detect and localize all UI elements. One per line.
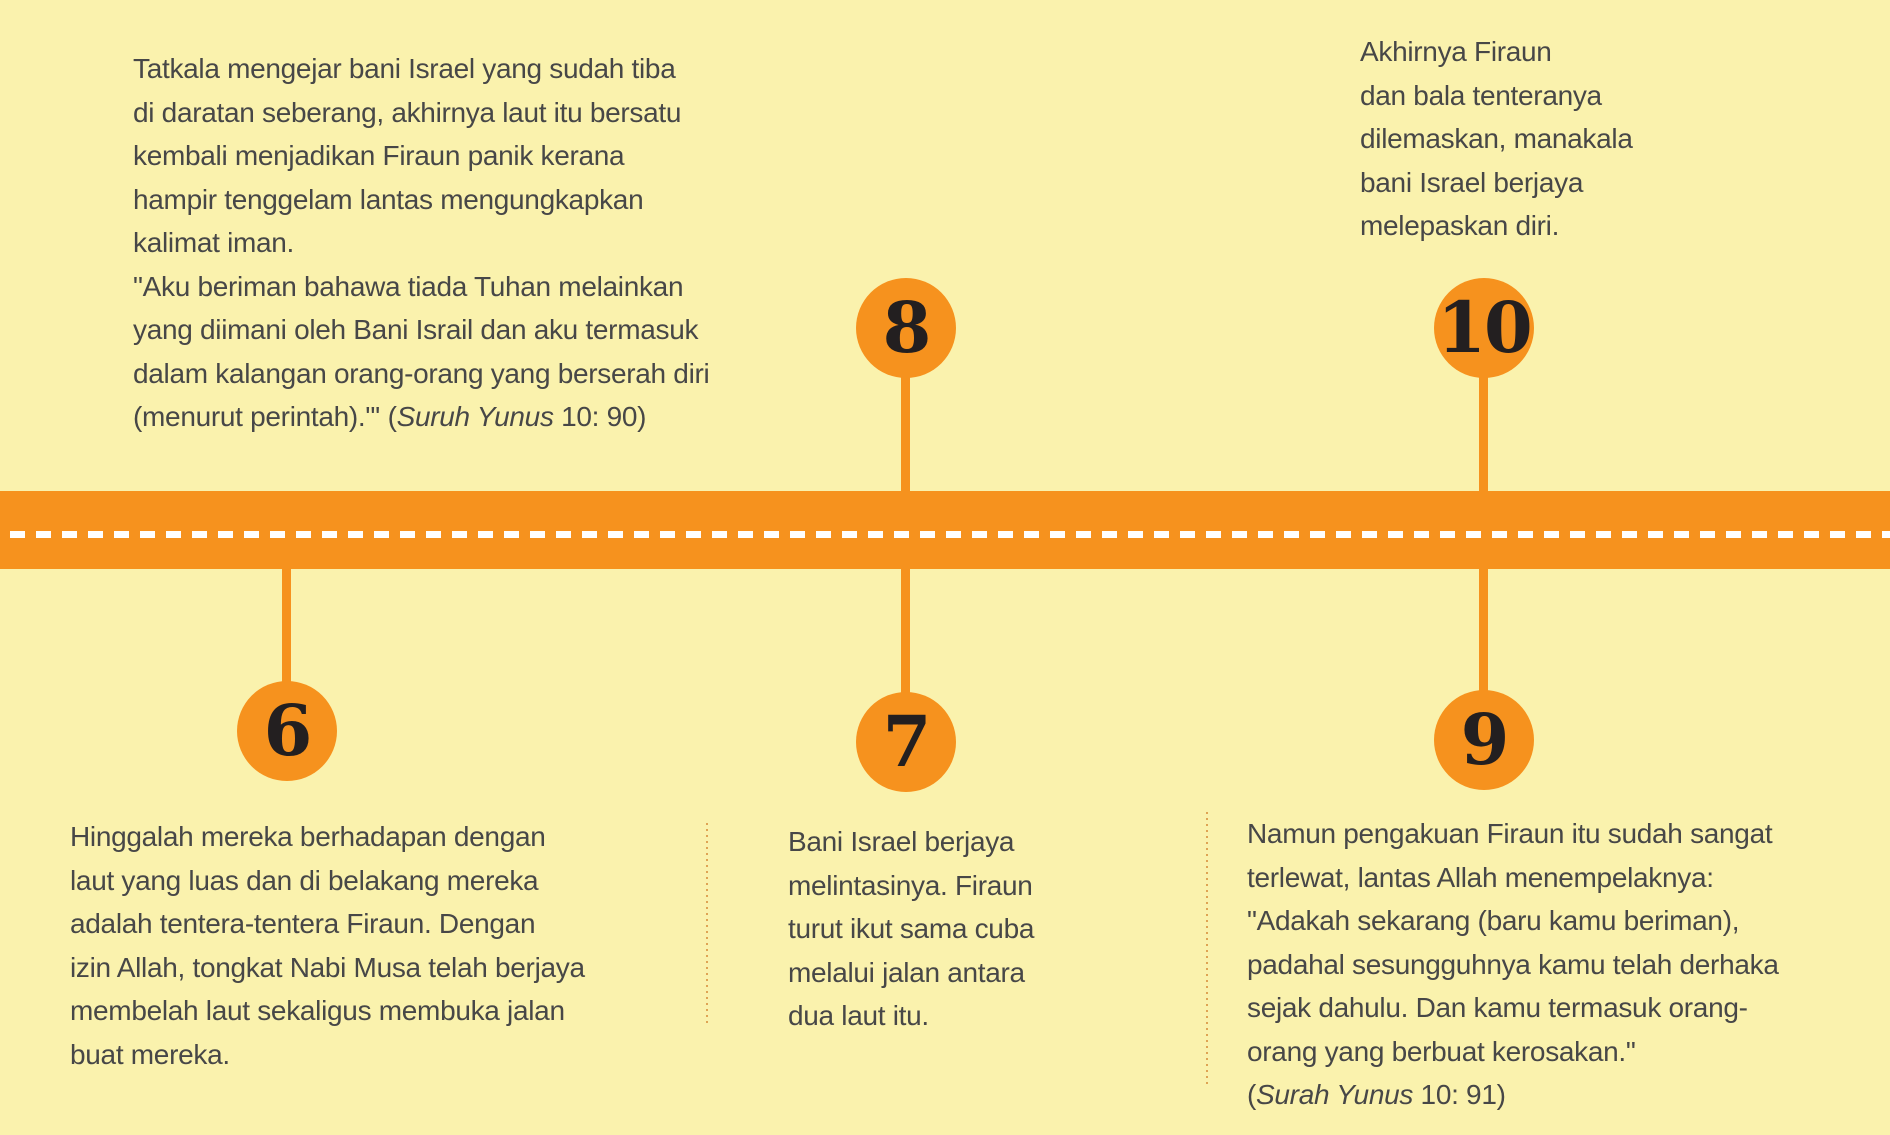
event-9-stem [1479,569,1488,702]
event-6-text [70,815,585,1076]
column-divider-left [706,823,708,1026]
text-line: (menurut perintah)."' (Suruh Yunus 10: 90) [133,401,647,432]
timeline-dashed-centerline [10,531,1890,538]
text-line: adalah tentera-tentera Firaun. Dengan [70,908,536,939]
event-9-text [1247,812,1779,1117]
text-line: Namun pengakuan Firaun itu sudah sangat [1247,818,1773,849]
event-10-number: 10 [1437,286,1531,369]
text-line: "Adakah sekarang (baru kamu beriman), [1247,905,1740,936]
text-line: di daratan seberang, akhirnya laut itu bersatu [133,96,682,128]
event-8-number: 8 [882,286,930,369]
text-line: dalam kalangan orang-orang yang berserah diri [133,357,710,389]
text-line: yang diimani oleh Bani Israil dan aku termasuk [133,314,699,345]
text-line: melepaskan diri. [1360,210,1560,241]
event-6-number: 6 [263,689,311,772]
event-9-marker [1434,690,1534,790]
text-line: dua laut itu. [788,1000,929,1031]
text-line: dilemaskan, manakala [1360,123,1633,154]
text-line: hampir tenggelam lantas mengungkapkan [133,183,644,215]
column-divider-right [1206,812,1208,1085]
text-line: kembali menjadikan Firaun panik kerana [133,140,625,171]
text-line: sejak dahulu. Dan kamu termasuk orang- [1247,992,1748,1023]
event-10-marker [1434,278,1534,378]
event-6-stem [282,569,291,694]
event-8-marker [856,278,956,378]
event-7-text [788,820,1034,1038]
event-8-text [133,47,709,439]
text-line: bani Israel berjaya [1360,166,1584,198]
text-line: melalui jalan antara [788,956,1025,988]
event-7-stem [901,569,910,704]
text-line: turut ikut sama cuba [788,913,1035,944]
text-line: laut yang luas dan di belakang mereka [70,864,539,896]
text-line: membelah laut sekaligus membuka jalan [70,995,565,1026]
timeline-band [0,491,1890,569]
text-line: Bani Israel berjaya [788,826,1015,857]
text-line: Akhirnya Firaun [1360,36,1552,67]
event-9-number: 9 [1460,698,1508,781]
text-line: orang yang berbuat kerosakan." [1247,1035,1636,1067]
text-line: terlewat, lantas Allah menempelaknya: [1247,861,1714,893]
text-line: kalimat iman. [133,227,295,258]
text-line: "Aku beriman bahawa tiada Tuhan melainkan [133,270,684,302]
text-line: Tatkala mengejar bani Israel yang sudah tiba [133,53,676,84]
text-line: melintasinya. Firaun [788,869,1033,901]
event-7-marker [856,692,956,792]
text-line: padahal sesungguhnya kamu telah derhaka [1247,948,1779,980]
text-line: izin Allah, tongkat Nabi Musa telah berjaya [70,951,585,983]
event-7-number: 7 [882,700,930,783]
text-line: (Surah Yunus 10: 91) [1247,1079,1506,1110]
event-6-marker [237,681,337,781]
text-line: dan bala tenteranya [1360,79,1602,111]
event-10-text [1360,30,1633,248]
text-line: buat mereka. [70,1038,230,1070]
text-line: Hinggalah mereka berhadapan dengan [70,821,546,852]
